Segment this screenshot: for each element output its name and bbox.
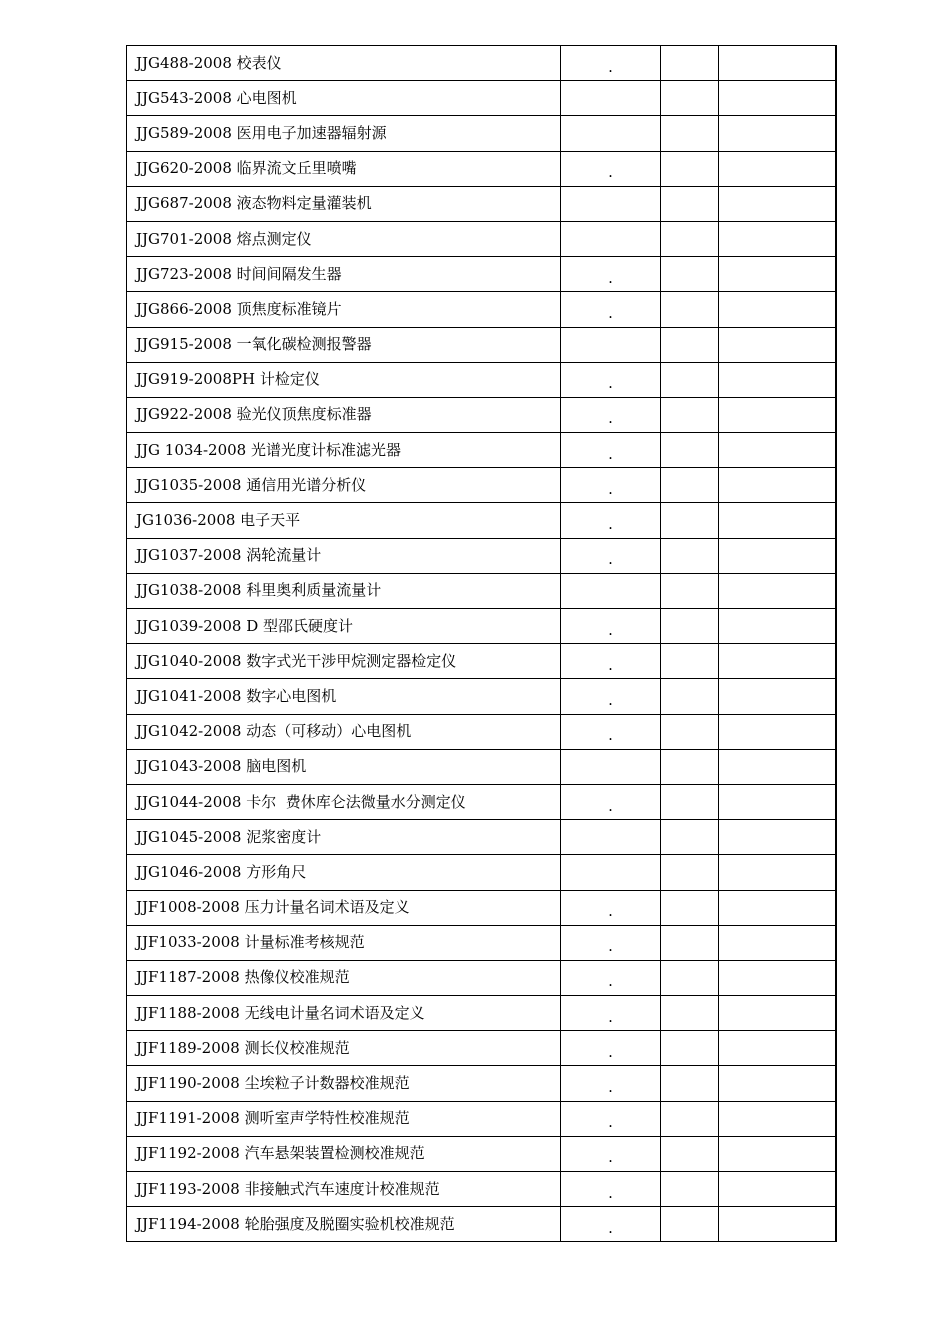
empty-cell [661, 749, 719, 784]
empty-cell [661, 468, 719, 503]
standard-name-cell: JJG 1034-2008 光谱光度计标准滤光器 [127, 433, 561, 468]
standard-name-cell: JJG915-2008 一氧化碳检测报警器 [127, 327, 561, 362]
empty-cell [661, 1101, 719, 1136]
empty-cell [661, 644, 719, 679]
mark-cell [561, 116, 661, 151]
empty-cell [719, 81, 836, 116]
empty-cell [661, 186, 719, 221]
mark-cell: . [561, 925, 661, 960]
empty-cell [661, 327, 719, 362]
mark-cell: . [561, 538, 661, 573]
mark-cell [561, 186, 661, 221]
standard-name-cell: JJF1190-2008 尘埃粒子计数器校准规范 [127, 1066, 561, 1101]
empty-cell [719, 1136, 836, 1171]
mark-cell: . [561, 468, 661, 503]
standard-name-cell: JJF1193-2008 非接触式汽车速度计校准规范 [127, 1172, 561, 1207]
mark-cell: . [561, 609, 661, 644]
empty-cell [661, 46, 719, 81]
empty-cell [661, 609, 719, 644]
empty-cell [719, 1101, 836, 1136]
standard-name-cell: JJG687-2008 液态物料定量灌装机 [127, 186, 561, 221]
empty-cell [719, 679, 836, 714]
mark-cell: . [561, 1136, 661, 1171]
standard-name-cell: JJG543-2008 心电图机 [127, 81, 561, 116]
standard-name-cell: JJG1039-2008 D 型邵氏硬度计 [127, 609, 561, 644]
mark-cell: . [561, 1207, 661, 1242]
standard-name-cell: JG1036-2008 电子天平 [127, 503, 561, 538]
empty-cell [661, 81, 719, 116]
empty-cell [719, 644, 836, 679]
standard-name-cell: JJG1041-2008 数字心电图机 [127, 679, 561, 714]
table-row [127, 679, 836, 714]
table-row [127, 925, 836, 960]
standard-name-cell: JJG620-2008 临界流文丘里喷嘴 [127, 151, 561, 186]
empty-cell [719, 714, 836, 749]
table-row [127, 362, 836, 397]
standard-name-cell: JJG1044-2008 卡尔 费休库仑法微量水分测定仪 [127, 784, 561, 819]
standard-name-cell: JJG1035-2008 通信用光谱分析仪 [127, 468, 561, 503]
mark-cell: . [561, 679, 661, 714]
table-row [127, 820, 836, 855]
standard-name-cell: JJF1188-2008 无线电计量名词术语及定义 [127, 996, 561, 1031]
table-row [127, 1066, 836, 1101]
empty-cell [719, 186, 836, 221]
empty-cell [719, 257, 836, 292]
table-row [127, 46, 836, 81]
standard-name-cell: JJG723-2008 时间间隔发生器 [127, 257, 561, 292]
mark-cell: . [561, 960, 661, 995]
table-row [127, 1101, 836, 1136]
mark-cell: . [561, 1031, 661, 1066]
empty-cell [719, 609, 836, 644]
mark-cell: . [561, 151, 661, 186]
mark-cell: . [561, 292, 661, 327]
empty-cell [719, 1207, 836, 1242]
empty-cell [719, 327, 836, 362]
standard-name-cell: JJG589-2008 医用电子加速器辐射源 [127, 116, 561, 151]
standards-table-body [127, 46, 836, 1242]
empty-cell [719, 46, 836, 81]
empty-cell [719, 151, 836, 186]
mark-cell: . [561, 996, 661, 1031]
mark-cell: . [561, 397, 661, 432]
empty-cell [661, 784, 719, 819]
empty-cell [661, 890, 719, 925]
empty-cell [719, 503, 836, 538]
empty-cell [719, 890, 836, 925]
mark-cell [561, 81, 661, 116]
table-row [127, 538, 836, 573]
standard-name-cell: JJG1046-2008 方形角尺 [127, 855, 561, 890]
empty-cell [661, 925, 719, 960]
table-row [127, 221, 836, 256]
empty-cell [661, 996, 719, 1031]
table-row [127, 960, 836, 995]
table-row [127, 609, 836, 644]
empty-cell [661, 292, 719, 327]
table-row [127, 397, 836, 432]
standard-name-cell: JJG1040-2008 数字式光干涉甲烷测定器检定仪 [127, 644, 561, 679]
empty-cell [719, 433, 836, 468]
standard-name-cell: JJG1045-2008 泥浆密度计 [127, 820, 561, 855]
empty-cell [719, 221, 836, 256]
mark-cell: . [561, 714, 661, 749]
table-row [127, 714, 836, 749]
empty-cell [719, 397, 836, 432]
table-row [127, 784, 836, 819]
standard-name-cell: JJG922-2008 验光仪顶焦度标准器 [127, 397, 561, 432]
empty-cell [661, 1066, 719, 1101]
empty-cell [661, 1031, 719, 1066]
standard-name-cell: JJG1043-2008 脑电图机 [127, 749, 561, 784]
empty-cell [719, 1066, 836, 1101]
standard-name-cell: JJF1189-2008 测长仪校准规范 [127, 1031, 561, 1066]
table-row [127, 116, 836, 151]
mark-cell [561, 820, 661, 855]
table-row [127, 1172, 836, 1207]
mark-cell: . [561, 46, 661, 81]
empty-cell [661, 1172, 719, 1207]
table-row [127, 1207, 836, 1242]
empty-cell [661, 855, 719, 890]
empty-cell [719, 1172, 836, 1207]
mark-cell: . [561, 257, 661, 292]
empty-cell [719, 1031, 836, 1066]
standard-name-cell: JJG1037-2008 涡轮流量计 [127, 538, 561, 573]
empty-cell [719, 784, 836, 819]
empty-cell [661, 433, 719, 468]
standard-name-cell: JJG1042-2008 动态（可移动）心电图机 [127, 714, 561, 749]
empty-cell [719, 820, 836, 855]
mark-cell: . [561, 644, 661, 679]
empty-cell [661, 221, 719, 256]
standard-name-cell: JJF1191-2008 测听室声学特性校准规范 [127, 1101, 561, 1136]
empty-cell [719, 749, 836, 784]
mark-cell: . [561, 784, 661, 819]
empty-cell [661, 503, 719, 538]
table-row [127, 433, 836, 468]
standard-name-cell: JJF1192-2008 汽车悬架装置检测校准规范 [127, 1136, 561, 1171]
empty-cell [661, 362, 719, 397]
table-row [127, 257, 836, 292]
table-row [127, 749, 836, 784]
mark-cell [561, 327, 661, 362]
table-row [127, 81, 836, 116]
empty-cell [661, 1136, 719, 1171]
table-row [127, 186, 836, 221]
empty-cell [661, 538, 719, 573]
standard-name-cell: JJF1008-2008 压力计量名词术语及定义 [127, 890, 561, 925]
empty-cell [719, 538, 836, 573]
empty-cell [661, 257, 719, 292]
empty-cell [719, 960, 836, 995]
empty-cell [719, 362, 836, 397]
table-row [127, 996, 836, 1031]
empty-cell [719, 116, 836, 151]
empty-cell [661, 960, 719, 995]
table-row [127, 855, 836, 890]
mark-cell [561, 573, 661, 608]
table-row [127, 151, 836, 186]
table-row [127, 573, 836, 608]
mark-cell: . [561, 362, 661, 397]
standard-name-cell: JJG488-2008 校表仪 [127, 46, 561, 81]
empty-cell [719, 996, 836, 1031]
table-row [127, 468, 836, 503]
standard-name-cell: JJG701-2008 熔点测定仪 [127, 221, 561, 256]
empty-cell [661, 116, 719, 151]
empty-cell [661, 1207, 719, 1242]
standard-name-cell: JJF1194-2008 轮胎强度及脱圈实验机校准规范 [127, 1207, 561, 1242]
mark-cell [561, 221, 661, 256]
table-row [127, 503, 836, 538]
empty-cell [661, 820, 719, 855]
mark-cell: . [561, 1066, 661, 1101]
standard-name-cell: JJG866-2008 顶焦度标准镜片 [127, 292, 561, 327]
mark-cell [561, 855, 661, 890]
mark-cell: . [561, 503, 661, 538]
mark-cell: . [561, 1172, 661, 1207]
standards-table [126, 45, 837, 1242]
table-row [127, 644, 836, 679]
table-row [127, 1136, 836, 1171]
standard-name-cell: JJG919-2008PH 计检定仪 [127, 362, 561, 397]
empty-cell [719, 292, 836, 327]
mark-cell: . [561, 433, 661, 468]
standard-name-cell: JJF1033-2008 计量标准考核规范 [127, 925, 561, 960]
empty-cell [661, 397, 719, 432]
mark-cell [561, 749, 661, 784]
table-row [127, 327, 836, 362]
empty-cell [661, 714, 719, 749]
empty-cell [719, 855, 836, 890]
mark-cell: . [561, 1101, 661, 1136]
empty-cell [719, 573, 836, 608]
empty-cell [719, 468, 836, 503]
empty-cell [661, 679, 719, 714]
table-row [127, 1031, 836, 1066]
table-row [127, 292, 836, 327]
empty-cell [661, 573, 719, 608]
mark-cell: . [561, 890, 661, 925]
table-row [127, 890, 836, 925]
empty-cell [661, 151, 719, 186]
standard-name-cell: JJF1187-2008 热像仪校准规范 [127, 960, 561, 995]
empty-cell [719, 925, 836, 960]
standard-name-cell: JJG1038-2008 科里奥利质量流量计 [127, 573, 561, 608]
